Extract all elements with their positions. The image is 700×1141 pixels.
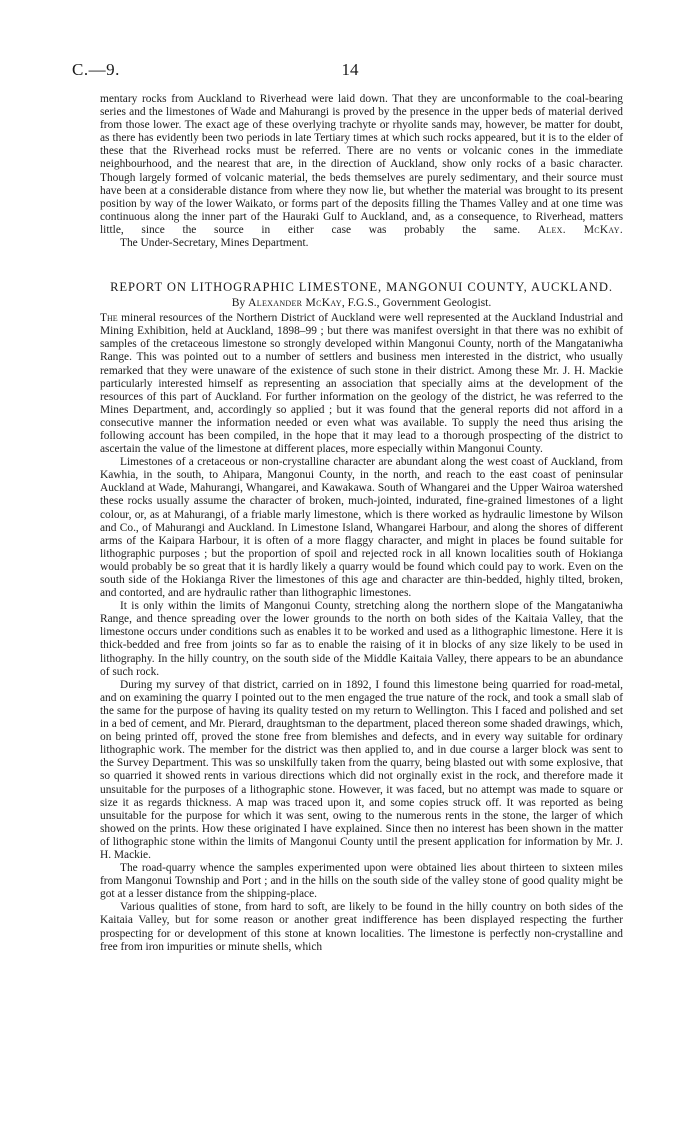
continuation-paragraph [100, 93, 623, 237]
paragraph-1-text: mineral resources of the Northern District of Auckland were well represented at the Auckland Industrial and Mining Exhibition, held at Auckland, 1898–99 ; but there was manifest oversight in that there was no exhibit of samples of the cretaceous limestone so strongly developed within Mangonui County, north of the Mangataniwha Range. This was pointed out to a number of settlers and business men interested in the district, who usually remarked that they were unaware of the existence of such stone in their district. Among these Mr. J. H. Mackie particularly interested himself as representing an association that specially aims at the development of the resources of this part of Auckland. For further information on the geology of the district, he was referred to the Mines Department, and, accordingly so applied ; but it was found that the general reports did not afford in a consecutive manner the information needed or even what was available. To supply the need thus arising the following account has been compiled, in the hope that it may lead to a thorough prospecting of the district to ascertain the value of the limestone at different places, more especially within Mangonui County. [100, 312, 623, 456]
paragraph-4: During my survey of that district, carried on in 1892, I found this limestone being quarried for road-metal, and on examining the quarry I pointed out to the men engaged the true nature of the rock, and took a small slab of the same for the purpose of having its quality tested on my return to Wellington. This I faced and polished and set in a bed of cement, and Mr. Pierard, draughtsman to the department, placed thereon some shaded drawings, which, on being printed off, proved the stone free from blemishes and defects, and in every way suitable for ordinary lithographic work. The member for the district was then applied to, and in due course a larger block was sent to the Survey Department. This was so unskilfully taken from the quarry, being blasted out with some explosive, that so quarried it showed rents in various directions which did not orginally exist in the rock, and therefore made it unsuitable for the purposes of a lithographic stone. However, it was faced, but no attempt was made to square or size it as regards thickness. A map was traced upon it, and some copies struck off. It was reported as being unsuitable for the purpose for which it was sent, owing to the numerous rents in the stone, the larger of which showed on the prints. How these originated I have explained. Since then no interest has been shown in the matter of lithographic stone within the limits of Mangonui County until the present application for information by Mr. J. H. Mackie. [100, 678, 623, 861]
signature: Alex. McKay. [537, 223, 623, 236]
paragraph-2: Limestones of a cretaceous or non-crystalline character are abundant along the west coast of Auckland, from Kawhia, in the south, to Ahipara, Mangonui County, in the north, and reach to the east coast of peninsular Auckland at Wade, Mahurangi, Whangarei, and Kawakawa. South of Whangarei and the Upper Wairoa watershed these rocks usually assume the character of broken, much-jointed, indurated, fine-grained limestones of a light colour, or, as at Mahurangi, of a friable marly limestone, which is there worked as hydraulic limestone by Wilson and Co., of Mahurangi and Auckland. In Limestone Island, Whangarei Harbour, and along the shores of different arms of the Kaipara Harbour, it is often of a more flaggy character, and might in places be found suitable for lithographic purposes ; but the proportion of spoil and rejected rock in all known localities south of Hokianga would probably be so great that it is hardly likely a quarry would be found which could pay to work. Even on the south side of the Hokianga River the limestones of this age and character are thin-bedded, highly tilted, broken, and contorted, and are hydraulic rather than lithographic limestones. [100, 456, 623, 600]
parliamentary-paper-reference: C.—9. [72, 60, 120, 79]
byline [100, 296, 623, 310]
paragraph-3: It is only within the limits of Mangonui County, stretching along the northern slope of the Mangataniwha Range, and thence spreading over the lower grounds to the north on both sides of the Kaitaia Valley, that the limestone occurs under conditions such as enables it to be worked and used as a lithographic limestone. Here it is thick-bedded and free from joints so far as to enable the raising of it in blocks of any size likely to be used in lithography. In the hilly country, on the south side of the Middle Kaitaia Valley, there appears to be an abundance of such rock. [100, 600, 623, 678]
section-spacer [100, 250, 623, 280]
opening-word: The [100, 312, 118, 325]
continuation-text: mentary rocks from Auckland to Riverhead were laid down. That they are unconformable to the coal-bearing series and the limestones of Wade and Mahurangi is proved by the presence in the upper beds of material derived from those lower. The exact age of these overlying trachyte or rhyolite sands may, however, be matter for doubt, as there has evidently been two periods in late Tertiary times at which such rocks appeared, but it is to the elder of these that the Riverhead rocks must be referred. There are no vents or volcanic cones in the immediate neighbourhood, and the nearest that are, in the direction of Auckland, show only rocks of a basic character. Though largely formed of volcanic material, the beds themselves are purely sedimentary, and their source must have been at a considerable distance from where they now lie, but whether the material was brought to its present position by way of the lower Waikato, or forms part of the deposits filling the Thames Valley and at one time was continuous along the inner part of the Hauraki Gulf to Auckland, and, as a consequence, to Riverhead, matters little, since the source in either case was probably the same. [100, 93, 623, 236]
paragraph-6: Various qualities of stone, from hard to soft, are likely to be found in the hilly country on both sides of the Kaitaia Valley, but for some reason or another great indifference has been displayed respecting the further prospecting for or development of this stone at known localities. The limestone is perfectly non-crystalline and free from iron impurities or minute shells, which [100, 901, 623, 953]
author-title: , F.G.S., Government Geologist. [341, 296, 492, 310]
page-header [72, 60, 628, 82]
author-name: Alexander McKay [248, 296, 342, 310]
paragraph-1 [100, 312, 623, 456]
byline-prefix: By [231, 296, 246, 310]
report-title: REPORT ON LITHOGRAPHIC LIMESTONE, MANGONUI COUNTY, AUCKLAND. [110, 280, 613, 295]
addressee: The Under-Secretary, Mines Department. [120, 237, 309, 250]
paragraph-5: The road-quarry whence the samples experimented upon were obtained lies about thirteen to sixteen miles from Mangonui Township and Port ; and in the hills on the south side of the valley stone of good quality might be got at a lesser distance from the shipping-place. [100, 862, 623, 901]
page-number: 14 [341, 60, 359, 79]
page-body [100, 93, 623, 954]
